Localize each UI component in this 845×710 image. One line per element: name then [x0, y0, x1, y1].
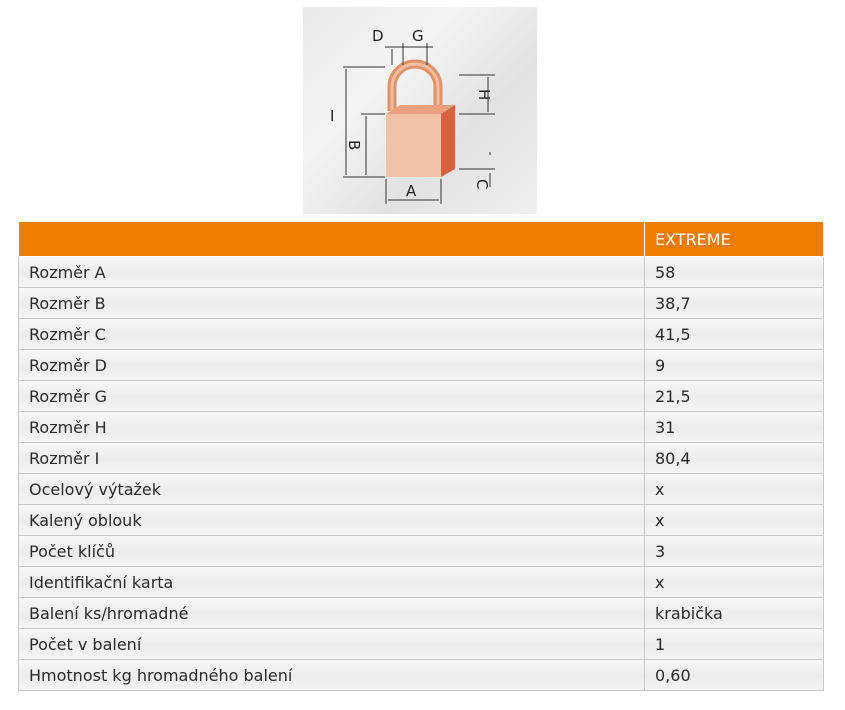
spec-value: 31 [645, 412, 824, 443]
spec-label: Kalený oblouk [19, 505, 645, 536]
spec-label: Rozměr H [19, 412, 645, 443]
spec-label: Počet klíčů [19, 536, 645, 567]
dimension-label-i: I [330, 107, 335, 125]
spec-value: 1 [645, 629, 824, 660]
spec-label: Balení ks/hromadné [19, 598, 645, 629]
table-row [19, 319, 824, 350]
dimension-label-b: B [345, 140, 363, 151]
padlock-diagram-svg [303, 7, 537, 214]
spec-label: Rozměr B [19, 288, 645, 319]
spec-value: 9 [645, 350, 824, 381]
spec-value: x [645, 505, 824, 536]
spec-value: 21,5 [645, 381, 824, 412]
spec-value: 3 [645, 536, 824, 567]
dimension-label-a: A [406, 182, 417, 200]
spec-label: Ocelový výtažek [19, 474, 645, 505]
spec-value: 58 [645, 257, 824, 288]
table-body [19, 257, 824, 691]
table-row [19, 474, 824, 505]
table-row [19, 629, 824, 660]
dimension-label-h: H [475, 89, 493, 101]
spec-label: Rozměr G [19, 381, 645, 412]
table-row [19, 350, 824, 381]
table-row [19, 257, 824, 288]
table-row [19, 567, 824, 598]
table-row [19, 505, 824, 536]
dimension-label-g: G [412, 27, 424, 45]
spec-value: x [645, 474, 824, 505]
table-row [19, 288, 824, 319]
spec-label: Rozměr D [19, 350, 645, 381]
spec-value: krabička [645, 598, 824, 629]
table-row [19, 660, 824, 691]
spec-label: Rozměr C [19, 319, 645, 350]
table-row [19, 381, 824, 412]
spec-label: Hmotnost kg hromadného balení [19, 660, 645, 691]
padlock-body-side [441, 105, 455, 177]
spec-label: Rozměr A [19, 257, 645, 288]
table-row [19, 412, 824, 443]
spec-label: Identifikační karta [19, 567, 645, 598]
table-row [19, 598, 824, 629]
padlock-dimension-diagram [303, 7, 537, 214]
spec-value: 38,7 [645, 288, 824, 319]
specification-table [18, 222, 824, 691]
table-row [19, 536, 824, 567]
spec-value: 41,5 [645, 319, 824, 350]
table-header-extreme: EXTREME [645, 222, 824, 257]
table-row [19, 443, 824, 474]
table-header-blank [19, 222, 645, 257]
spec-label: Počet v balení [19, 629, 645, 660]
dimension-label-d: D [372, 27, 384, 45]
spec-label: Rozměr I [19, 443, 645, 474]
spec-value: 80,4 [645, 443, 824, 474]
dimension-label-c: C [473, 179, 491, 190]
padlock-body-front [386, 114, 441, 177]
spec-value: 0,60 [645, 660, 824, 691]
table-header-row [19, 222, 824, 257]
spec-value: x [645, 567, 824, 598]
